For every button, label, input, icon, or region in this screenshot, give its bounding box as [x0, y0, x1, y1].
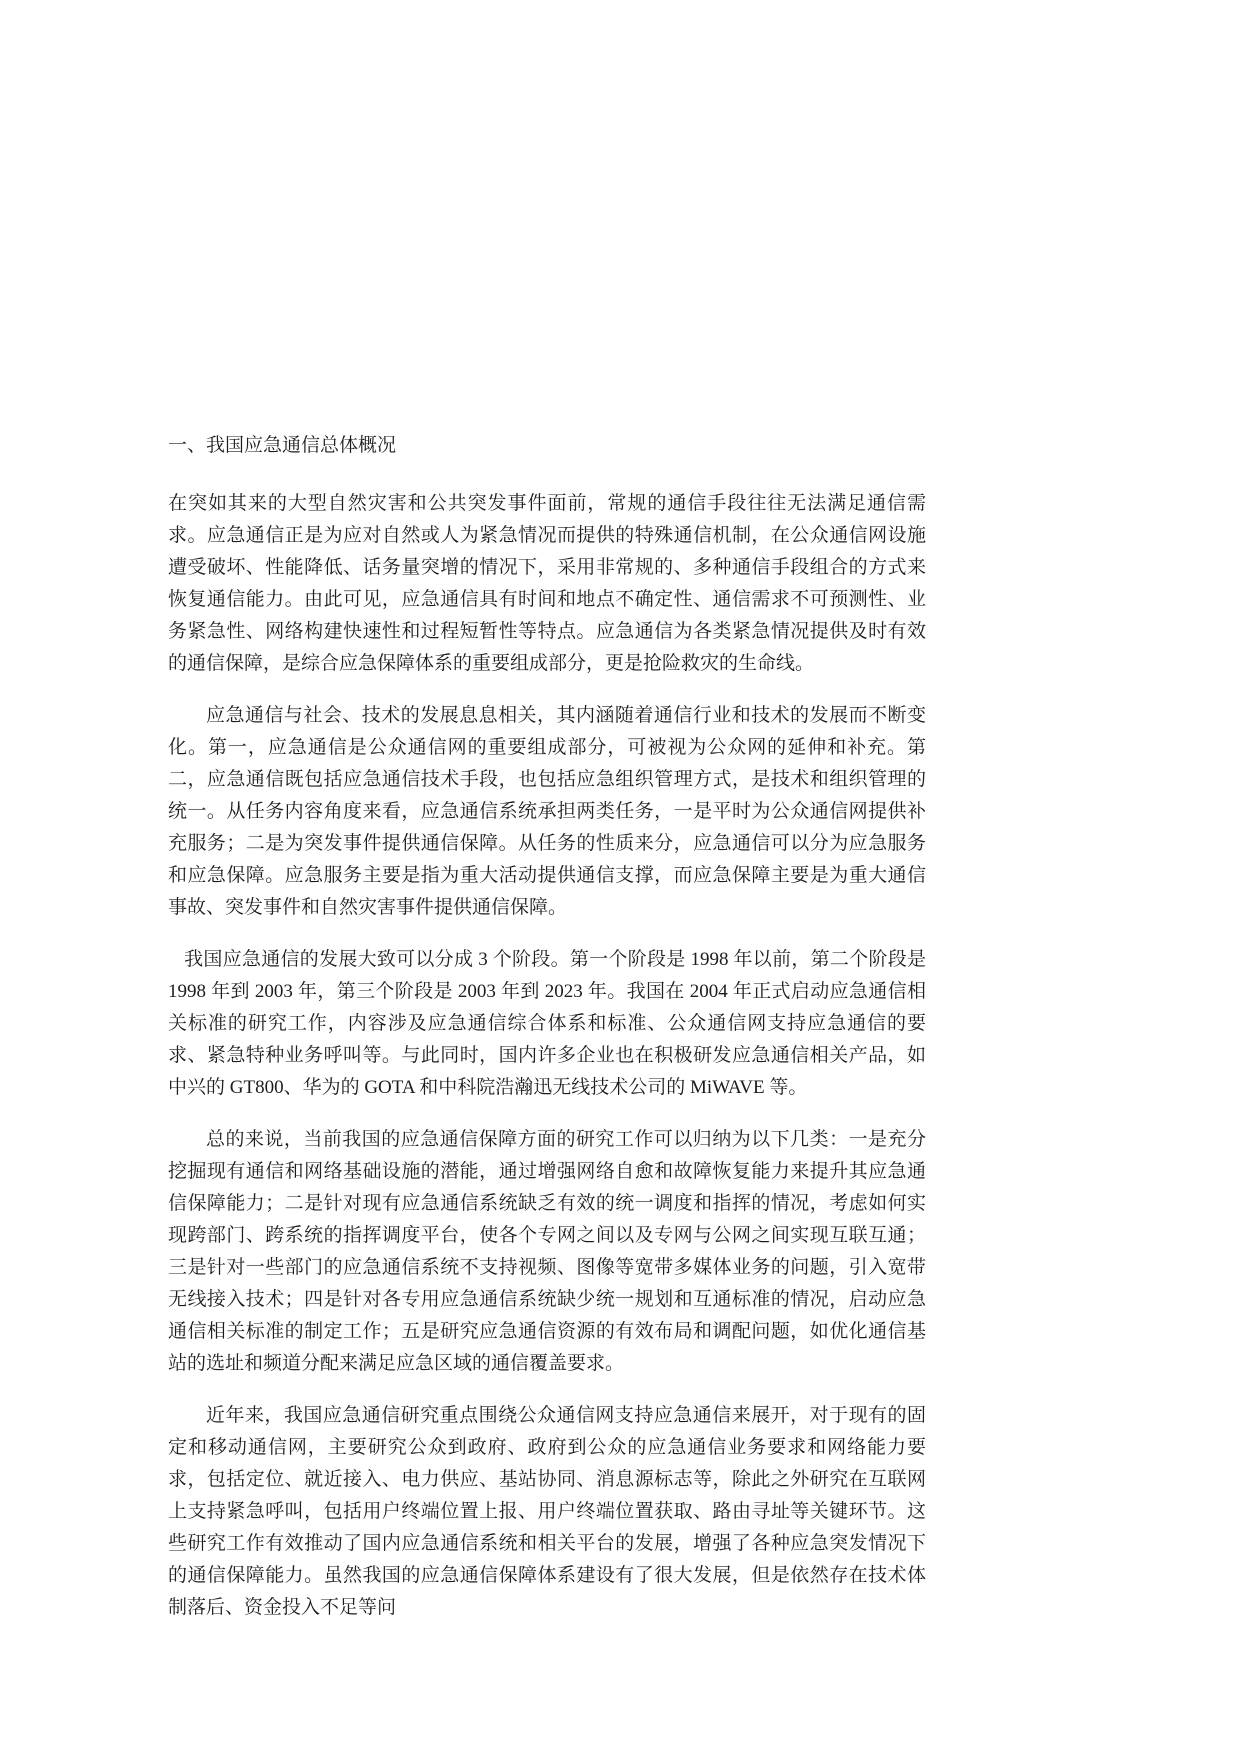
- body-paragraph: 近年来，我国应急通信研究重点围绕公众通信网支持应急通信来展开，对于现有的固定和移动通信网，主要研究公众到政府、政府到公众的应急通信业务要求和网络能力要求，包括定位、就近接入、电力供应、基站协同、消息源标志等，除此之外研究在互联网上支持紧急呼叫，包括用户终端位置上报、用户终端位置获取、路由寻址等关键环节。这些研究工作有效推动了国内应急通信系统和相关平台的发展，增强了各种应急突发情况下的通信保障能力。虽然我国的应急通信保障体系建设有了很大发展，但是依然存在技术体制落后、资金投入不足等问: [168, 1405, 926, 1618]
- body-paragraph: 在突如其来的大型自然灾害和公共突发事件面前，常规的通信手段往往无法满足通信需求。应急通信正是为应对自然或人为紧急情况而提供的特殊通信机制，在公众通信网设施遭受破坏、性能降低、话务量突增的情况下，采用非常规的、多种通信手段组合的方式来恢复通信能力。由此可见，应急通信具有时间和地点不确定性、通信需求不可预测性、业务紧急性、网络构建快速性和过程短暂性等特点。应急通信为各类紧急情况提供及时有效的通信保障，是综合应急保障体系的重要组成部分，更是抢险救灾的生命线。: [168, 493, 926, 674]
- body-paragraph: 应急通信与社会、技术的发展息息相关，其内涵随着通信行业和技术的发展而不断变化。第一，应急通信是公众通信网的重要组成部分，可被视为公众网的延伸和补充。第二，应急通信既包括应急通信技术手段，也包括应急组织管理方式，是技术和组织管理的统一。从任务内容角度来看，应急通信系统承担两类任务，一是平时为公众通信网提供补充服务；二是为突发事件提供通信保障。从任务的性质来分，应急通信可以分为应急服务和应急保障。应急服务主要是指为重大活动提供通信支撑，而应急保障主要是为重大通信事故、突发事件和自然灾害事件提供通信保障。: [168, 705, 926, 918]
- body-paragraph: 总的来说，当前我国的应急通信保障方面的研究工作可以归纳为以下几类：一是充分挖掘现有通信和网络基础设施的潜能，通过增强网络自愈和故障恢复能力来提升其应急通信保障能力；二是针对现有应急通信系统缺乏有效的统一调度和指挥的情况，考虑如何实现跨部门、跨系统的指挥调度平台，使各个专网之间以及专网与公网之间实现互联互通；三是针对一些部门的应急通信系统不支持视频、图像等宽带多媒体业务的问题，引入宽带无线接入技术；四是针对各专用应急通信系统缺少统一规划和互通标准的情况，启动应急通信相关标准的制定工作；五是研究应急通信资源的有效布局和调配问题，如优化通信基站的选址和频道分配来满足应急区域的通信覆盖要求。: [168, 1129, 926, 1374]
- body-paragraph: 我国应急通信的发展大致可以分成 3 个阶段。第一个阶段是 1998 年以前，第二个阶段是 1998 年到 2003 年，第三个阶段是 2003 年到 2023 年。我国在 2004 年正式启动应急通信相关标准的研究工作，内容涉及应急通信综合体系和标准、公众通信网支持应急通信的要求、紧急特种业务呼叫等。与此同时，国内许多企业也在积极研发应急通信相关产品，如中兴的 GT800、华为的 GOTA 和中科院浩瀚迅无线技术公司的 MiWAVE 等。: [168, 949, 926, 1098]
- section-heading: 一、我国应急通信总体概况: [168, 435, 397, 456]
